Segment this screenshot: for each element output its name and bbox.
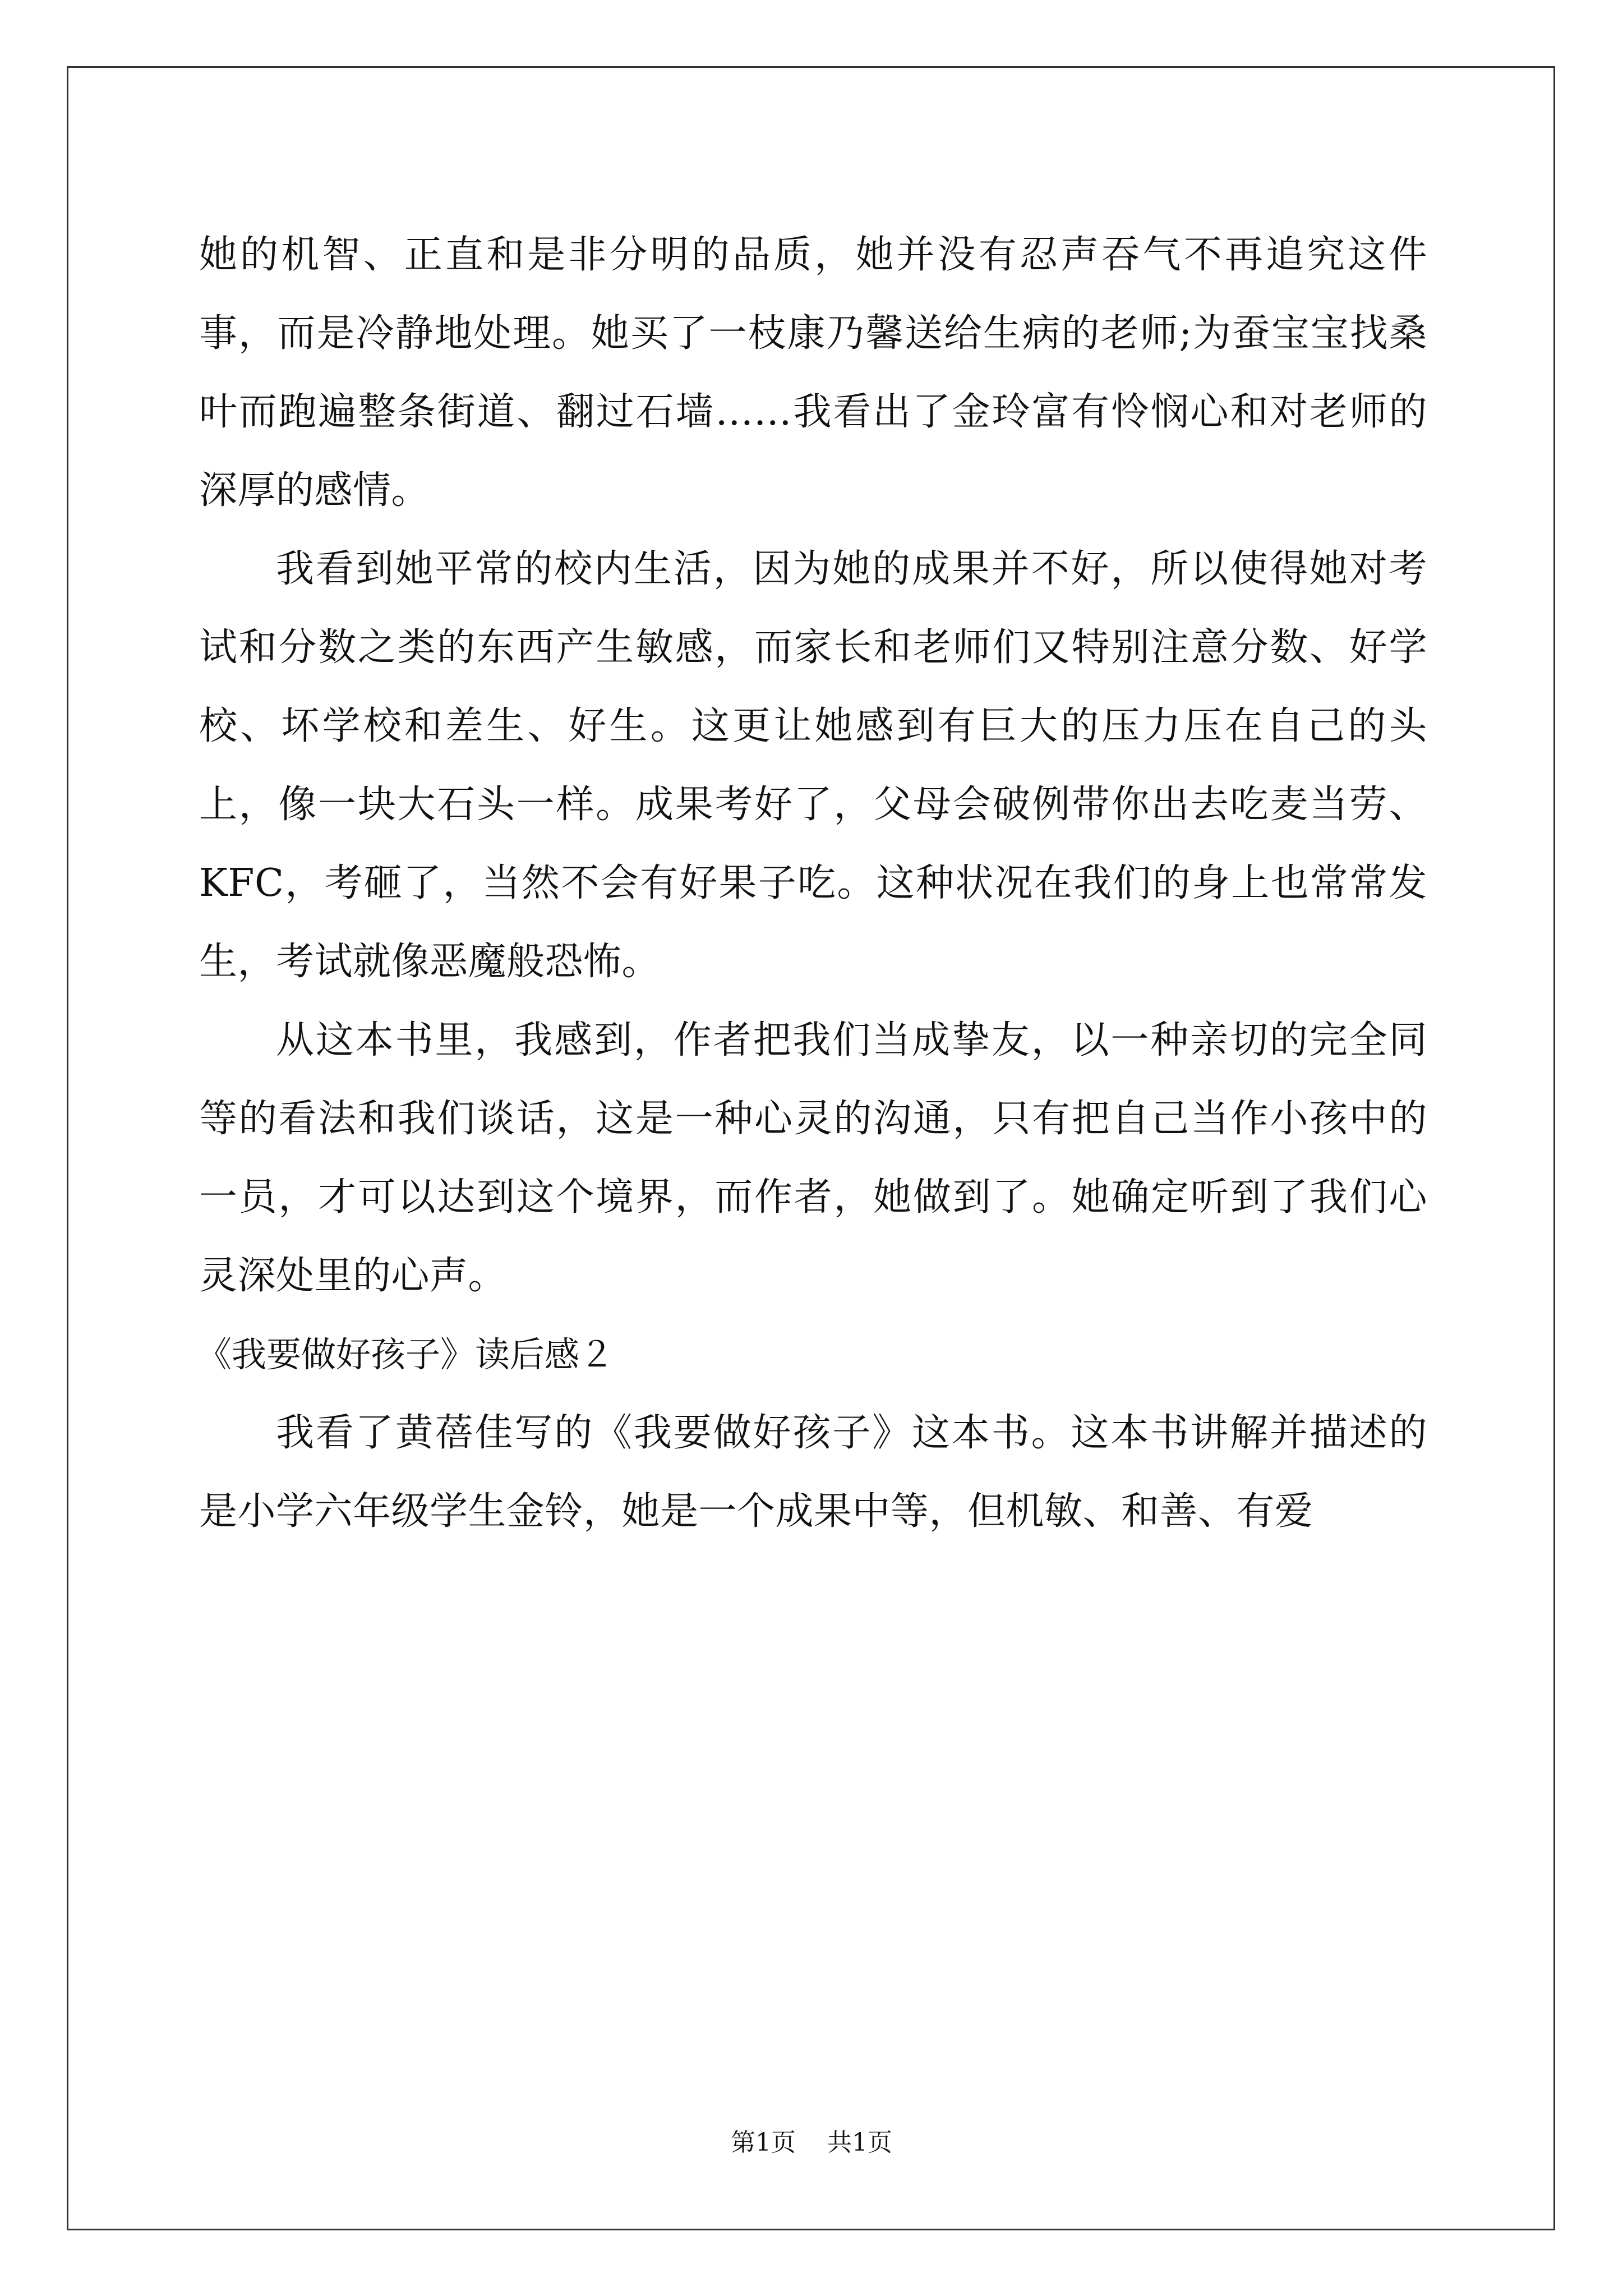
paragraph-3: 从这本书里，我感到，作者把我们当成挚友，以一种亲切的完全同等的看法和我们谈话，这是一种心灵的沟通，只有把自己当作小孩中的一员，才可以达到这个境界，而作者，她做到了。她确定听到了我们心灵深处里的心声。	[199, 1018, 1427, 1298]
document-body	[199, 216, 1427, 1551]
paragraph-1: 她的机智、正直和是非分明的品质，她并没有忍声吞气不再追究这件事，而是冷静地处理。她买了一枝康乃馨送给生病的老师;为蚕宝宝找桑叶而跑遍整条街道、翻过石墙……我看出了金玲富有怜悯心和对老师的深厚的感情。	[199, 233, 1427, 513]
page-total: 共1页	[827, 2128, 892, 2157]
paragraph-4: 我看了黄蓓佳写的《我要做好孩子》这本书。这本书讲解并描述的是小学六年级学生金铃，她是一个成果中等，但机敏、和善、有爱	[199, 1411, 1427, 1534]
section-heading: 《我要做好孩子》读后感２	[197, 1334, 615, 1375]
page-number: 第1页	[731, 2128, 796, 2157]
page-footer	[0, 2126, 1623, 2160]
paragraph-2: 我看到她平常的校内生活，因为她的成果并不好，所以使得她对考试和分数之类的东西产生敏感，而家长和老师们又特别注意分数、好学校、坏学校和差生、好生。这更让她感到有巨大的压力压在自己的头上，像一块大石头一样。成果考好了，父母会破例带你出去吃麦当劳、KFC，考砸了，当然不会有好果子吃。这种状况在我们的身上也常常发生，考试就像恶魔般恐怖。	[199, 547, 1427, 984]
